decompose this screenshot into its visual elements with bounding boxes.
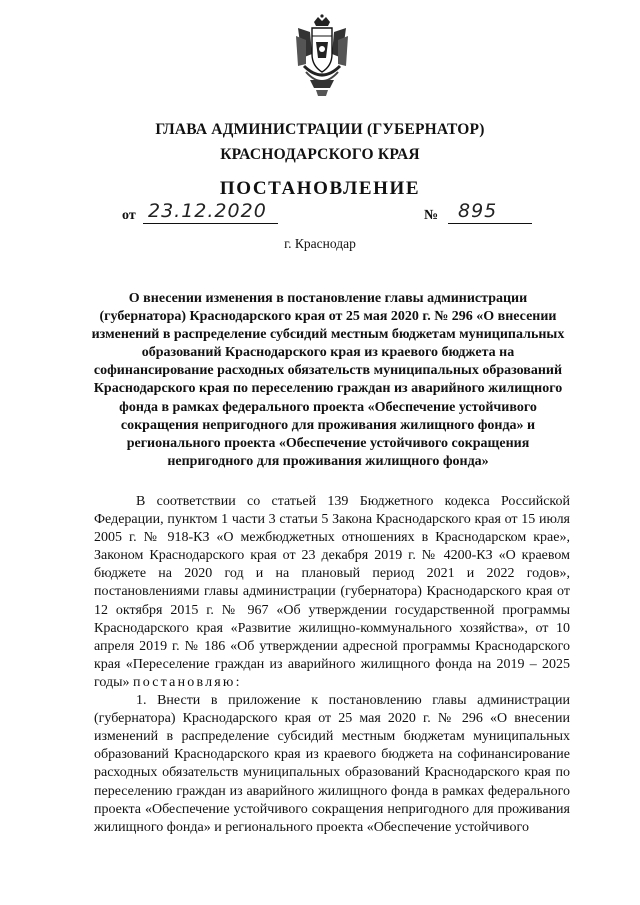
- authority-title-line1: ГЛАВА АДМИНИСТРАЦИИ (ГУБЕРНАТОР): [155, 121, 485, 138]
- handwritten-date: 23.12.2020: [148, 200, 267, 222]
- resolution-word: постановляю:: [133, 674, 242, 690]
- body-paragraph-item-1: 1. Внести в приложение к постановлению главы администрации (губернатора) Краснодарского края от 25 мая 2020 г. № 296 «О внесении изменений в распределение субсидий местным бюджетам муниципальных образований Краснодарского края из краевого бюджета на софинансирование расходных обязательств муниципальных образований Краснодарского края по переселению граждан из аварийного жилищного фонда в рамках федерального проекта «Обеспечение устойчивого сокращения непригодного для проживания жилищного фонда» и регионального проекта «Обеспечение устойчивого: [94, 693, 570, 835]
- body-paragraph-preamble: [94, 493, 570, 692]
- coat-of-arms-emblem: [292, 14, 352, 98]
- decree-title: О внесении изменения в постановление главы администрации (губернатора) Краснодарского края от 25 мая 2020 г. № 296 «О внесении изменений в распределение субсидий местным бюджетам муниципальных образований Краснодарского края из краевого бюджета на софинансирование расходных обязательств муниципальных образований Краснодарского края по переселению граждан из аварийного жилищного фонда в рамках федерального проекта «Обеспечение устойчивого сокращения непригодного для проживания жилищного фонда» и регионального проекта «Обеспечение устойчивого сокращения непригодного для проживания жилищного фонда»: [91, 291, 565, 469]
- date-label: от: [122, 208, 136, 223]
- preamble-text: В соответствии со статьей 139 Бюджетного кодекса Российской Федерации, пунктом 1 части 3 статьи 5 Закона Краснодарского края от 15 июля 2005 г. № 918-КЗ «О межбюджетных отношениях в Краснодарском крае», Законом Краснодарского края от 23 декабря 2019 г. № 4200-КЗ «О краевом бюджете на 2020 год и на плановый период 2021 и 2022 годов», постановлениями главы администрации (губернатора) Краснодарского края от 12 октября 2015 г. № 967 «Об утверждении государственной программы Краснодарского края «Развитие жилищно-коммунального хозяйства», от 10 апреля 2019 г. № 186 «Об утверждении адресной программы Краснодарского края «Переселение граждан из аварийного жилищного фонда на 2019 – 2025 годы»: [94, 494, 570, 690]
- authority-title-line2: КРАСНОДАРСКОГО КРАЯ: [220, 146, 420, 163]
- date-underline: [143, 223, 278, 224]
- handwritten-number: 895: [458, 200, 498, 222]
- decree-body: [94, 493, 570, 837]
- document-type-heading: ПОСТАНОВЛЕНИЕ: [219, 178, 421, 199]
- number-underline: [448, 223, 532, 224]
- number-label: №: [424, 208, 439, 223]
- city-line: г. Краснодар: [284, 236, 356, 251]
